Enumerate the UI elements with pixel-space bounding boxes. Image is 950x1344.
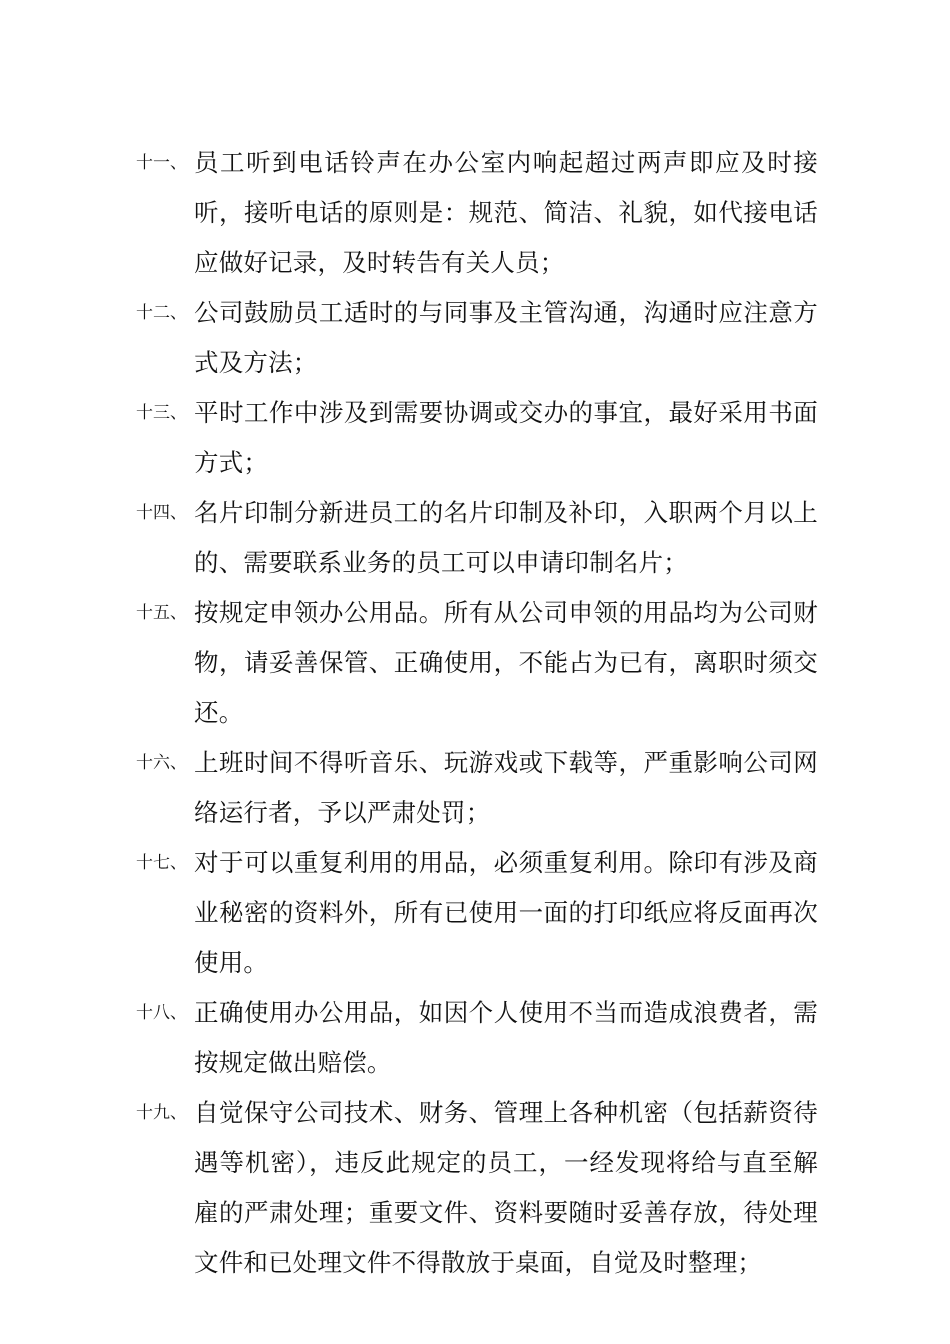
clause-15 <box>136 588 826 738</box>
clause-text: 正确使用办公用品，如因个人使用不当而造成浪费者，需按规定做出赔偿。 <box>194 998 818 1077</box>
clause-text: 按规定申领办公用品。所有从公司申领的用品均为公司财物，请妥善保管、正确使用，不能占为已有，离职时须交还。 <box>194 598 818 727</box>
clause-number: 十八、 <box>136 1003 187 1023</box>
clause-17 <box>136 838 826 988</box>
clause-19 <box>136 1088 826 1288</box>
clause-number: 十四、 <box>136 503 187 523</box>
clause-text: 公司鼓励员工适时的与同事及主管沟通，沟通时应注意方式及方法； <box>194 298 818 377</box>
clause-11 <box>136 138 826 288</box>
clause-number: 十九、 <box>136 1103 187 1123</box>
clause-text: 平时工作中涉及到需要协调或交办的事宜，最好采用书面方式； <box>194 398 818 477</box>
clause-18 <box>136 988 826 1088</box>
clause-14 <box>136 488 826 588</box>
clause-12 <box>136 288 826 388</box>
clause-number: 十三、 <box>136 403 187 423</box>
clause-text: 自觉保守公司技术、财务、管理上各种机密（包括薪资待遇等机密），违反此规定的员工，一经发现将给与直至解雇的严肃处理；重要文件、资料要随时妥善存放，待处理文件和已处理文件不得散放于桌面，自觉及时整理； <box>194 1098 818 1277</box>
clause-13 <box>136 388 826 488</box>
clause-16 <box>136 738 826 838</box>
clause-text: 员工听到电话铃声在办公室内响起超过两声即应及时接听，接听电话的原则是：规范、简洁、礼貌，如代接电话应做好记录，及时转告有关人员； <box>194 148 818 277</box>
clause-text: 名片印制分新进员工的名片印制及补印，入职两个月以上的、需要联系业务的员工可以申请印制名片； <box>194 498 818 577</box>
clause-text: 对于可以重复利用的用品，必须重复利用。除印有涉及商业秘密的资料外，所有已使用一面的打印纸应将反面再次使用。 <box>194 848 818 977</box>
clause-list <box>136 138 826 1288</box>
clause-text: 上班时间不得听音乐、玩游戏或下载等，严重影响公司网络运行者，予以严肃处罚； <box>194 748 818 827</box>
clause-number: 十一、 <box>136 153 187 173</box>
clause-number: 十六、 <box>136 753 187 773</box>
clause-number: 十五、 <box>136 603 187 623</box>
clause-number: 十七、 <box>136 853 187 873</box>
clause-number: 十二、 <box>136 303 187 323</box>
